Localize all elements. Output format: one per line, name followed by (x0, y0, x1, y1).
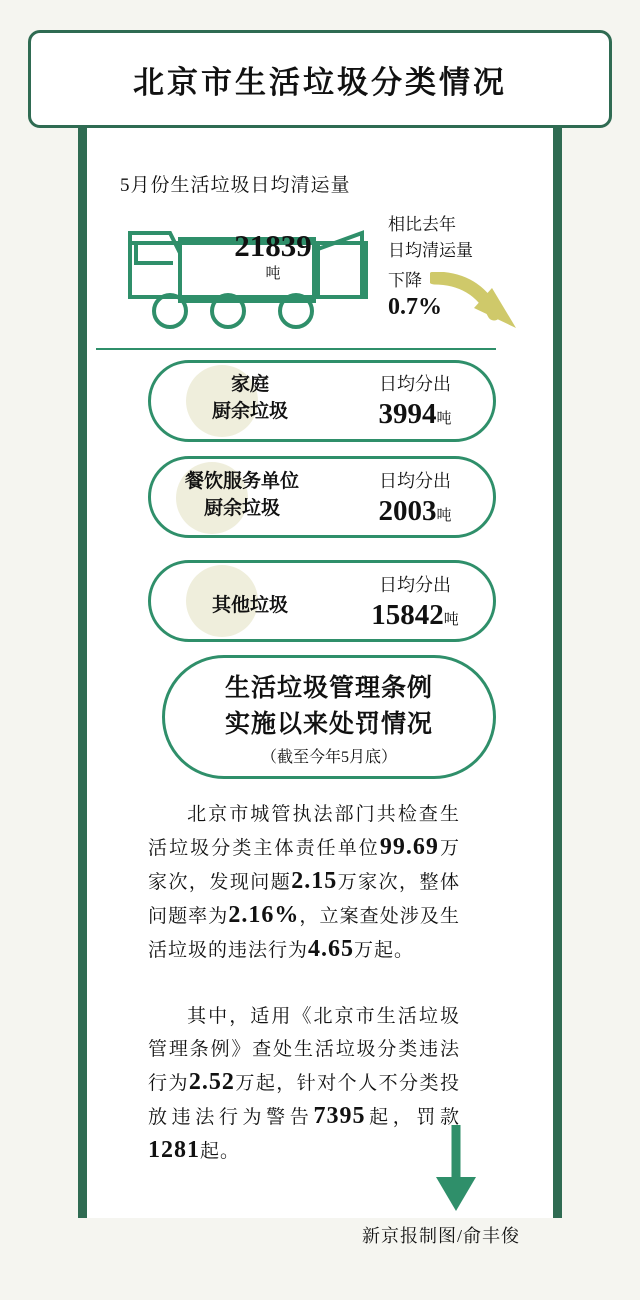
penalty-paragraph-2 (148, 1000, 460, 1168)
category-value-unit-2: 吨 (436, 508, 452, 524)
p1-seg-1: 共检查生活垃圾分类主体 (148, 804, 460, 859)
daily-volume-number: 21839 (234, 228, 312, 263)
category-name-1 (160, 371, 340, 425)
p2-seg-2: 垃圾分类违法行为 (148, 1039, 460, 1094)
down-arrow-icon (430, 1125, 490, 1215)
category-name-2-line1: 餐饮服务单位 (184, 471, 299, 492)
category-value-number-1: 3994 (378, 398, 437, 430)
category-value-2 (320, 495, 510, 528)
curved-down-arrow-icon (430, 272, 540, 338)
category-name-3 (160, 592, 340, 619)
p1-seg-4: 万家次， (148, 838, 460, 893)
category-value-3 (320, 599, 510, 632)
category-name-3-line1: 其他垃圾 (211, 595, 288, 616)
p1-num-1: 99.69 (379, 834, 439, 860)
category-value-label-1: 日均分出 (379, 374, 451, 394)
p2-seg-7: 起， (365, 1107, 417, 1128)
comparison-line2: 日均清运量 (388, 241, 473, 260)
page-title: 北京市生活垃圾分类情况 (133, 64, 507, 100)
penalty-paragraph-1 (148, 798, 460, 967)
p2-num-3: 1281 (148, 1137, 200, 1163)
p1-seg-7: 万家次， (337, 872, 420, 893)
penalty-heading-line1: 生活垃圾管理条例 (224, 675, 433, 702)
p2-seg-1: 活垃圾管理条例》查处生活 (148, 1006, 460, 1060)
p2-num-2: 7395 (313, 1103, 366, 1129)
category-value-number-2: 2003 (378, 495, 437, 527)
p1-seg-14: 万起。 (354, 940, 415, 961)
category-value-label-2: 日均分出 (379, 471, 451, 491)
p2-num-1: 2.52 (188, 1069, 235, 1095)
category-value-number-3: 15842 (371, 599, 444, 631)
penalty-subnote: （截至今年5月底） (260, 749, 397, 766)
p2-seg-4: 万起，针对个人不分类投放 (148, 1073, 460, 1128)
p1-seg-5: 发现问题 (209, 872, 292, 893)
category-name-1-line2: 厨余垃圾 (211, 401, 288, 422)
comparison-percent: 0.7% (388, 294, 442, 320)
p2-seg-5: 违法行为警告 (171, 1107, 314, 1128)
p1-num-4: 4.65 (308, 936, 355, 962)
daily-volume-unit: 吨 (265, 266, 281, 282)
p2-seg-10: 起。 (200, 1141, 241, 1162)
p2-seg-8: 罚款 (416, 1107, 460, 1128)
p2-seg-0: 其中，适用《北京市生 (186, 1006, 398, 1027)
category-value-unit-3: 吨 (443, 612, 459, 628)
category-value-unit-1: 吨 (436, 411, 452, 427)
category-name-2 (152, 468, 332, 522)
category-name-1-line1: 家庭 (230, 374, 269, 395)
p1-seg-2: 责任单位 (295, 838, 380, 859)
category-value-1 (320, 398, 510, 431)
penalty-heading-line2: 实施以来处罚情况 (224, 711, 433, 738)
section-divider (96, 348, 496, 350)
p1-seg-0: 北京市城管执法部门 (186, 804, 377, 825)
daily-volume-label: 5月份生活垃圾日均清运量 (120, 175, 351, 196)
p1-seg-12: 法行为 (248, 940, 309, 961)
category-value-label-3: 日均分出 (379, 575, 451, 595)
p1-seg-8: 整体问题率为 (148, 872, 460, 927)
p1-num-3: 2.16% (228, 902, 300, 928)
p1-num-2: 2.15 (291, 868, 338, 894)
comparison-direction: 下降 (388, 271, 422, 290)
credit-line: 新京报制图/俞丰俊 (361, 1226, 520, 1246)
category-name-2-line2: 厨余垃圾 (203, 498, 280, 519)
p1-seg-10: ，立 (299, 906, 340, 927)
comparison-line1: 相比去年 (388, 215, 456, 234)
p1-seg-11: 案查处涉及生活垃圾的违 (148, 906, 460, 961)
